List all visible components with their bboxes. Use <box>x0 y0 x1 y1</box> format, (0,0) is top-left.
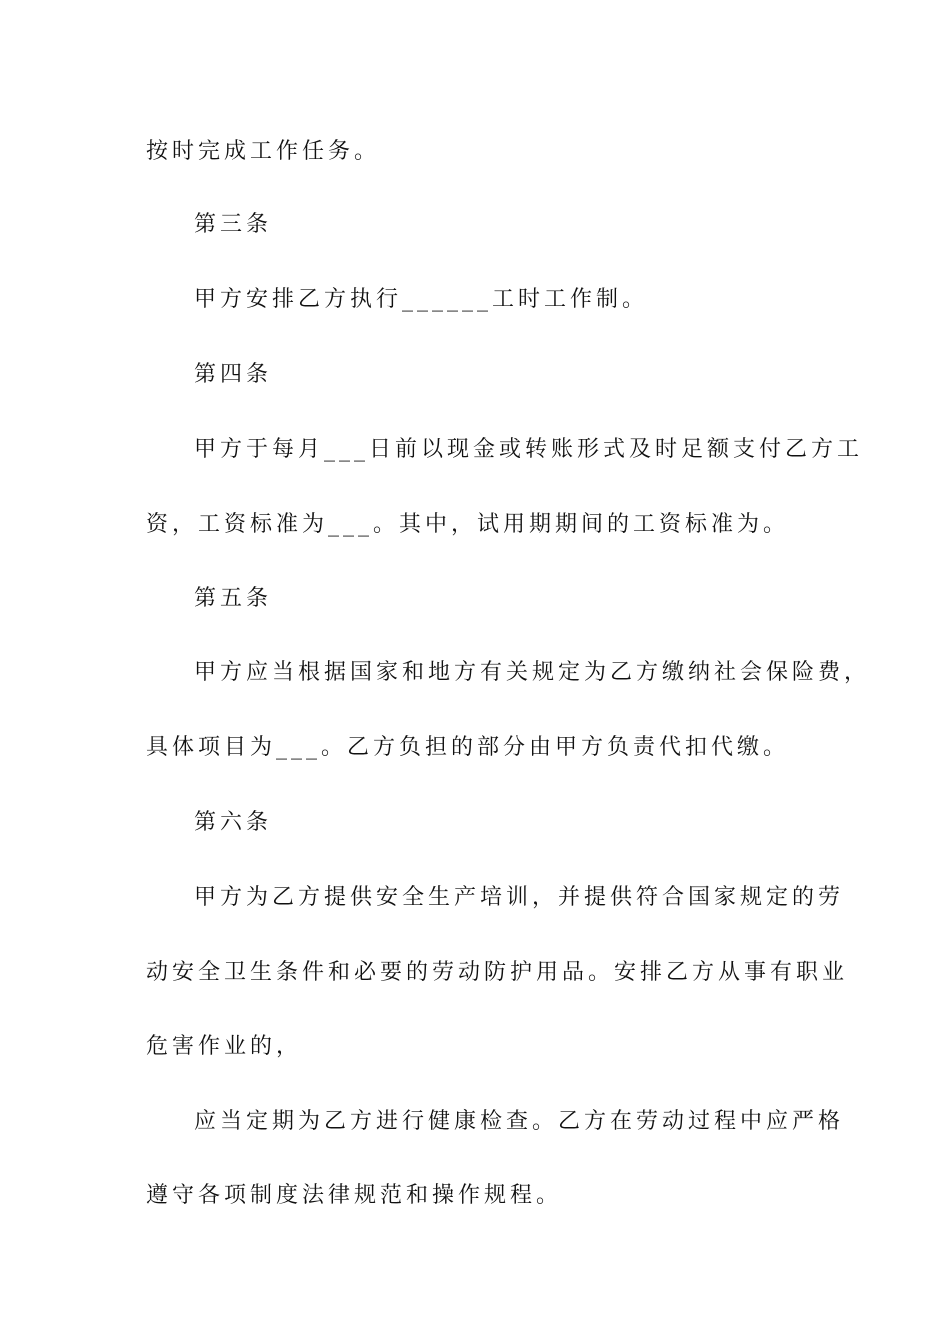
paragraph-line: 甲方为乙方提供安全生产培训，并提供符合国家规定的劳 <box>194 885 845 910</box>
paragraph-line: 资，工资标准为___。其中，试用期期间的工资标准为。 <box>146 512 790 537</box>
paragraph-line: 甲方应当根据国家和地方有关规定为乙方缴纳社会保险费， <box>194 660 871 685</box>
paragraph-line: 甲方安排乙方执行______工时工作制。 <box>194 287 649 312</box>
article-heading: 第三条 <box>194 212 273 237</box>
article-heading: 第四条 <box>194 362 273 387</box>
article-heading: 第五条 <box>194 586 273 611</box>
paragraph-line: 按时完成工作任务。 <box>146 139 381 164</box>
paragraph-line: 甲方于每月___日前以现金或转账形式及时足额支付乙方工 <box>194 437 864 462</box>
paragraph-line: 具体项目为___。乙方负担的部分由甲方负责代扣代缴。 <box>146 735 790 760</box>
paragraph-line: 危害作业的， <box>146 1034 303 1059</box>
article-heading: 第六条 <box>194 810 273 835</box>
paragraph-line: 动安全卫生条件和必要的劳动防护用品。安排乙方从事有职业 <box>146 960 849 985</box>
paragraph-line: 应当定期为乙方进行健康检查。乙方在劳动过程中应严格 <box>194 1109 845 1134</box>
paragraph-line: 遵守各项制度法律规范和操作规程。 <box>146 1183 563 1208</box>
